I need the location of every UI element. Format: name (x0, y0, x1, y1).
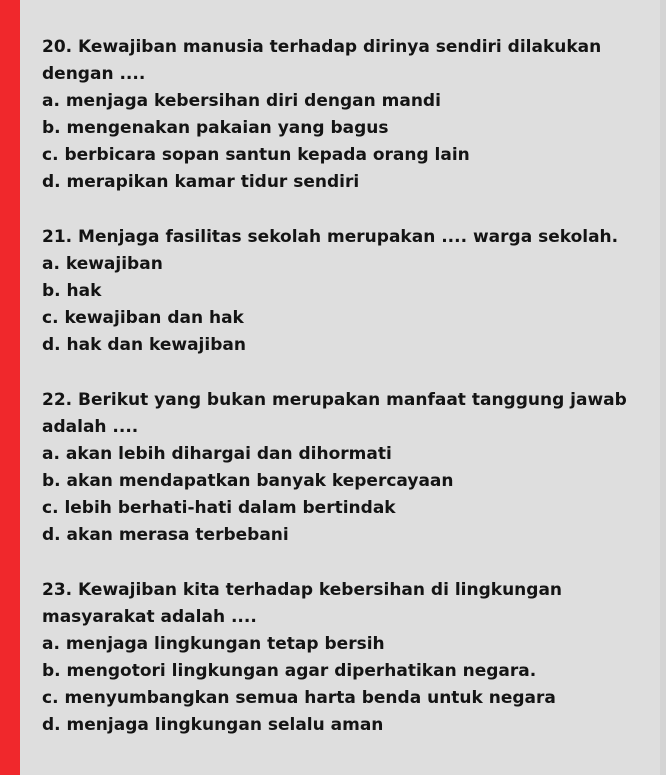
option-list (42, 441, 642, 549)
option-c: c. berbicara sopan santun kepada orang lain (42, 145, 470, 165)
question-22 (42, 387, 642, 549)
option-b: b. akan mendapatkan banyak kepercayaan (42, 471, 454, 491)
option-c: c. kewajiban dan hak (42, 308, 244, 328)
option-d: d. hak dan kewajiban (42, 335, 246, 355)
option-d: d. akan merasa terbebani (42, 525, 289, 545)
question-20 (42, 34, 642, 196)
left-accent-bar (0, 0, 20, 775)
question-text: 22. Berikut yang bukan merupakan manfaat tanggung jawab adalah .... (42, 390, 627, 437)
question-text: 20. Kewajiban manusia terhadap dirinya sendiri dilakukan dengan .... (42, 37, 602, 84)
question-list (42, 34, 642, 767)
question-21 (42, 224, 642, 359)
option-d: d. merapikan kamar tidur sendiri (42, 172, 360, 192)
option-a: a. kewajiban (42, 254, 163, 274)
option-a: a. akan lebih dihargai dan dihormati (42, 444, 392, 464)
question-23 (42, 577, 642, 739)
option-a: a. menjaga kebersihan diri dengan mandi (42, 91, 441, 111)
option-d: d. menjaga lingkungan selalu aman (42, 715, 384, 735)
option-list (42, 631, 642, 739)
right-page-edge (660, 0, 666, 775)
question-text: 21. Menjaga fasilitas sekolah merupakan .... warga sekolah. (42, 227, 619, 247)
option-b: b. hak (42, 281, 102, 301)
question-text: 23. Kewajiban kita terhadap kebersihan di lingkungan masyarakat adalah .... (42, 580, 563, 627)
option-c: c. lebih berhati-hati dalam bertindak (42, 498, 396, 518)
option-b: b. mengenakan pakaian yang bagus (42, 118, 389, 138)
option-list (42, 251, 642, 359)
option-b: b. mengotori lingkungan agar diperhatikan negara. (42, 661, 537, 681)
option-list (42, 88, 642, 196)
option-a: a. menjaga lingkungan tetap bersih (42, 634, 385, 654)
option-c: c. menyumbangkan semua harta benda untuk negara (42, 688, 556, 708)
